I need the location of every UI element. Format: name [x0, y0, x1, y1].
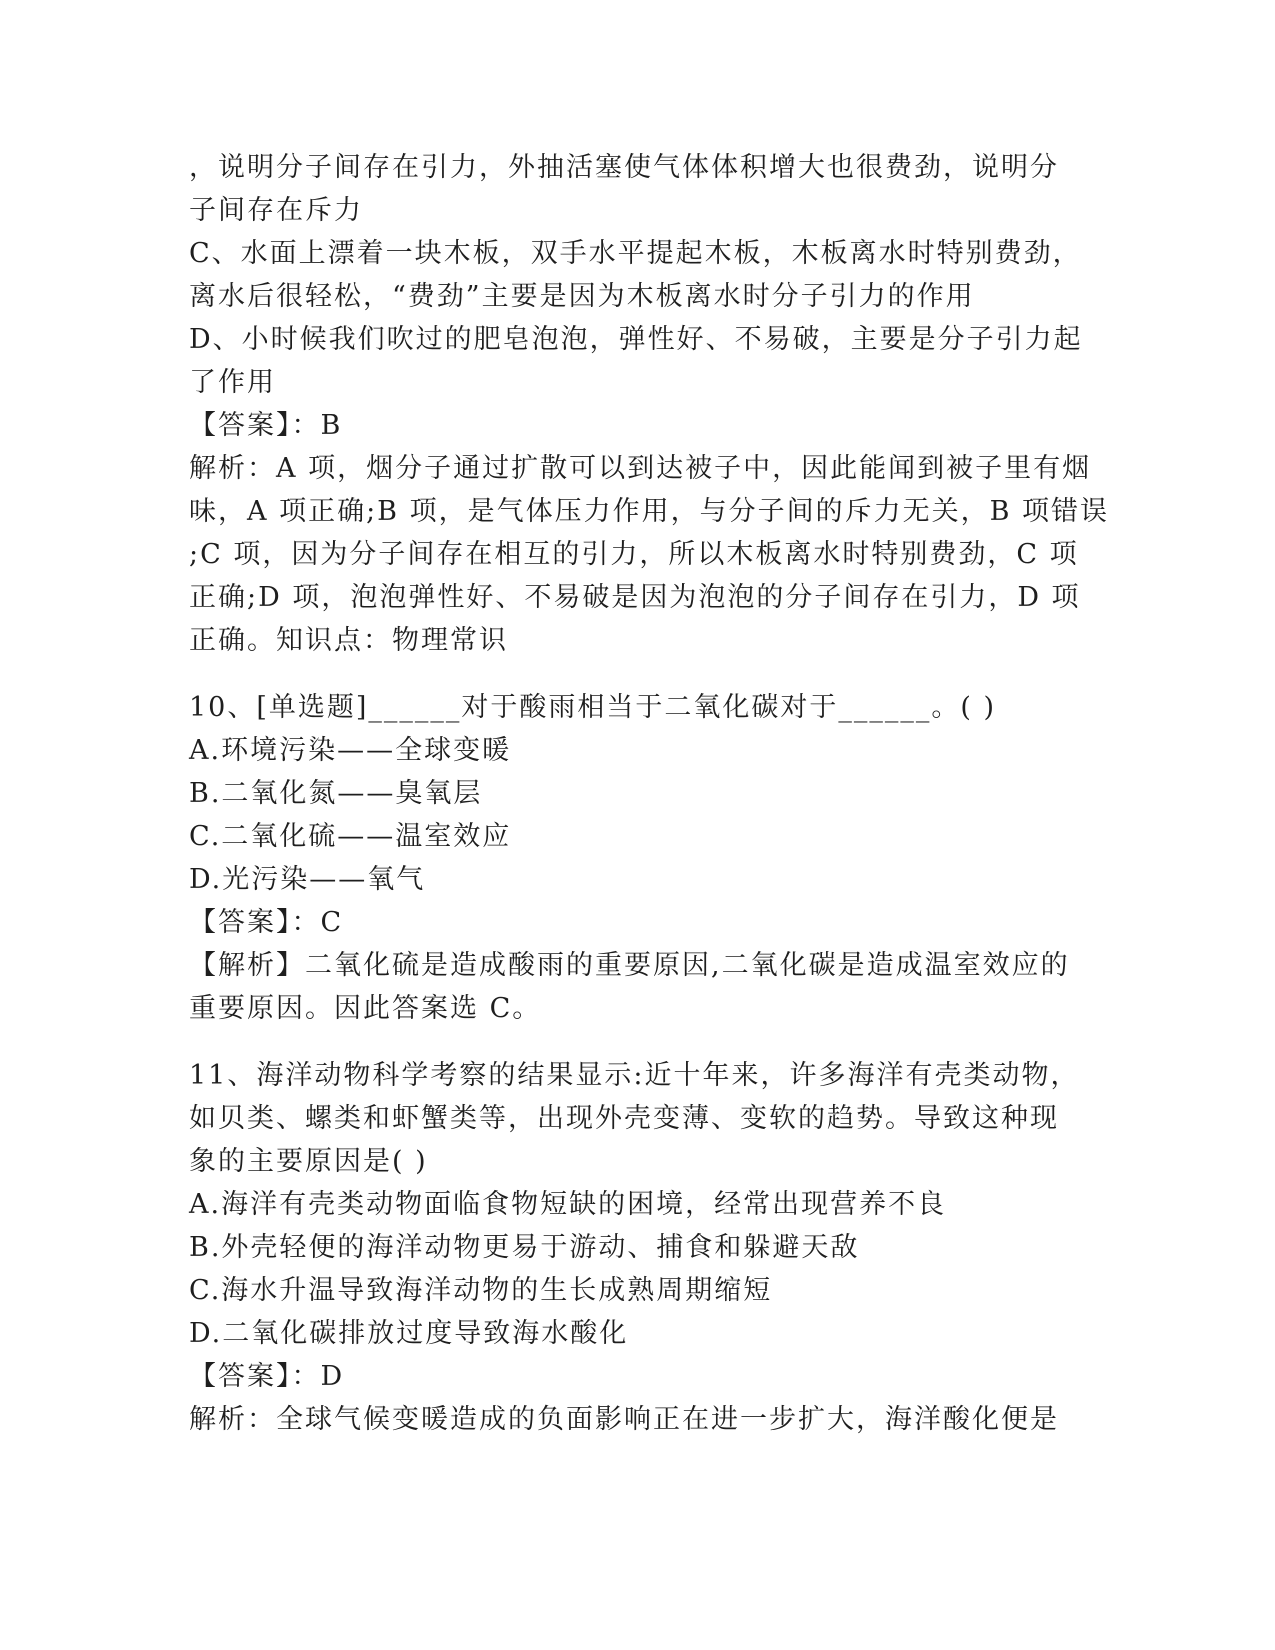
q10-stem: 10、[单选题]______对于酸雨相当于二氧化碳对于______。( ) [189, 692, 997, 723]
q10-option-b: B.二氧化氮——臭氧层 [189, 778, 483, 809]
q9-option-d-line-1: D、小时候我们吹过的肥皂泡泡，弹性好、不易破，主要是分子引力起 [189, 324, 1083, 355]
q9-analysis-line-2: 味，A 项正确;B 项，是气体压力作用，与分子间的斥力无关，B 项错误 [189, 496, 1110, 527]
q9-option-d-line-2: 了作用 [189, 367, 276, 398]
q10-answer: 【答案】：C [189, 907, 344, 938]
q10-analysis-line-2: 重要原因。因此答案选 C。 [189, 993, 542, 1024]
q11-analysis-line-1: 解析：全球气候变暖造成的负面影响正在进一步扩大，海洋酸化便是 [189, 1404, 1059, 1435]
q9-option-b-line-1: ，说明分子间存在引力，外抽活塞使气体体积增大也很费劲，说明分 [189, 152, 1059, 183]
q11-option-c: C.海水升温导致海洋动物的生长成熟周期缩短 [189, 1275, 773, 1306]
q10-option-a: A.环境污染——全球变暖 [189, 735, 512, 766]
q11-option-a: A.海洋有壳类动物面临食物短缺的困境，经常出现营养不良 [189, 1189, 947, 1220]
q11-stem-line-1: 11、海洋动物科学考察的结果显示:近十年来，许多海洋有壳类动物， [189, 1060, 1080, 1091]
q10-option-c: C.二氧化硫——温室效应 [189, 821, 512, 852]
q10-analysis-line-1: 【解析】二氧化硫是造成酸雨的重要原因,二氧化碳是造成温室效应的 [189, 950, 1070, 981]
q9-analysis-line-4: 正确;D 项，泡泡弹性好、不易破是因为泡泡的分子间存在引力，D 项 [189, 582, 1081, 613]
q9-analysis-line-5: 正确。知识点：物理常识 [189, 625, 508, 656]
q9-analysis-line-3: ;C 项，因为分子间存在相互的引力，所以木板离水时特别费劲，C 项 [189, 539, 1079, 570]
q9-option-c-line-1: C、水面上漂着一块木板，双手水平提起木板，木板离水时特别费劲， [189, 238, 1082, 269]
q11-option-d: D.二氧化碳排放过度导致海水酸化 [189, 1318, 629, 1349]
q11-stem-line-3: 象的主要原因是( ) [189, 1146, 428, 1177]
q11-answer: 【答案】：D [189, 1361, 345, 1392]
q9-option-b-line-2: 子间存在斥力 [189, 195, 363, 226]
q10-option-d: D.光污染——氧气 [189, 864, 426, 895]
q9-option-c-line-2: 离水后很轻松，“费劲”主要是因为木板离水时分子引力的作用 [189, 281, 975, 312]
q11-stem-line-2: 如贝类、螺类和虾蟹类等，出现外壳变薄、变软的趋势。导致这种现 [189, 1103, 1059, 1134]
q11-option-b: B.外壳轻便的海洋动物更易于游动、捕食和躲避天敌 [189, 1232, 860, 1263]
q9-answer: 【答案】：B [189, 410, 343, 441]
q9-analysis-line-1: 解析：A 项，烟分子通过扩散可以到达被子中，因此能闻到被子里有烟 [189, 453, 1092, 484]
